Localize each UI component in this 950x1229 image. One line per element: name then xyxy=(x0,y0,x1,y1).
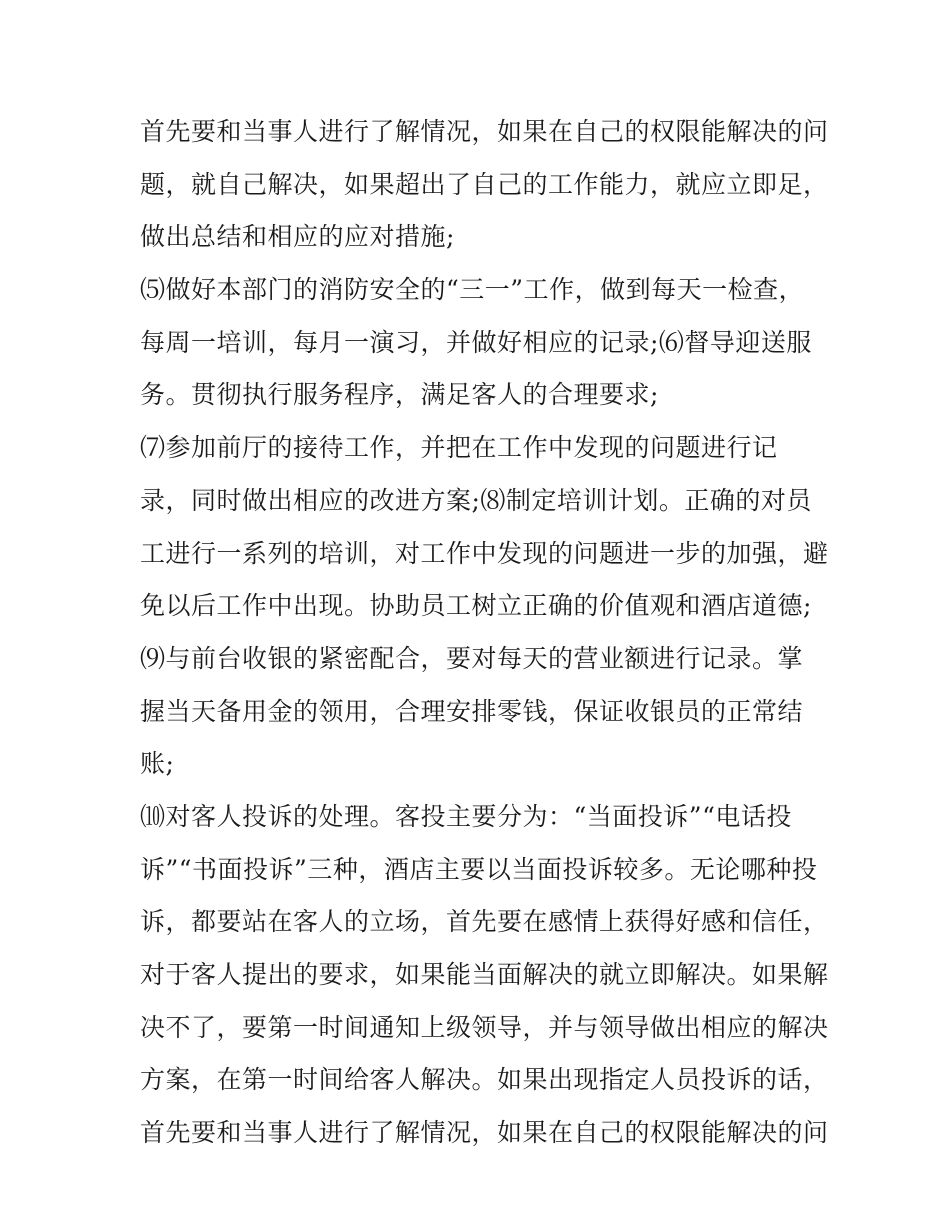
text-line: 诉”“书面投诉”三种，酒店主要以当面投诉较多。无论哪种投 xyxy=(140,854,818,884)
text-line: ⑸做好本部门的消防安全的“三一”工作，做到每天一检查， xyxy=(140,275,805,305)
text-line: 方案，在第一时间给客人解决。如果出现指定人员投诉的话， xyxy=(140,1065,829,1095)
body-text xyxy=(140,106,829,1160)
text-line: 题，就自己解决，如果超出了自己的工作能力，就应立即足， xyxy=(140,169,829,199)
text-line: 工进行一系列的培训，对工作中发现的问题进一步的加强，避 xyxy=(140,538,829,568)
text-line: 首先要和当事人进行了解情况，如果在自己的权限能解决的问 xyxy=(140,117,829,146)
text-line: 每周一培训，每月一演习，并做好相应的记录;⑹督导迎送服 xyxy=(140,327,812,357)
text-line: 诉，都要站在客人的立场，首先要在感情上获得好感和信任， xyxy=(140,907,829,937)
text-line: ⑺参加前厅的接待工作，并把在工作中发现的问题进行记 xyxy=(140,433,778,463)
text-line: 首先要和当事人进行了解情况，如果在自己的权限能解决的问 xyxy=(140,1118,829,1148)
text-line: 对于客人提出的要求，如果能当面解决的就立即解决。如果解 xyxy=(140,960,829,989)
text-line: 务。贯彻执行服务程序，满足客人的合理要求; xyxy=(140,380,659,410)
text-line: 免以后工作中出现。协助员工树立正确的价值观和酒店道德; xyxy=(140,591,812,621)
text-line: 账; xyxy=(140,749,175,779)
text-line: 决不了，要第一时间通知上级领导，并与领导做出相应的解决 xyxy=(140,1012,829,1042)
text-line: ⑼与前台收银的紧密配合，要对每天的营业额进行记录。掌 xyxy=(140,643,804,673)
text-line: 握当天备用金的领用，合理安排零钱，保证收银员的正常结 xyxy=(140,696,804,726)
text-line: 做出总结和相应的应对措施; xyxy=(140,222,455,252)
text-line: ⑽对客人投诉的处理。客投主要分为：“当面投诉”“电话投 xyxy=(140,801,792,831)
text-line: 录，同时做出相应的改进方案;⑻制定培训计划。正确的对员 xyxy=(140,485,812,515)
